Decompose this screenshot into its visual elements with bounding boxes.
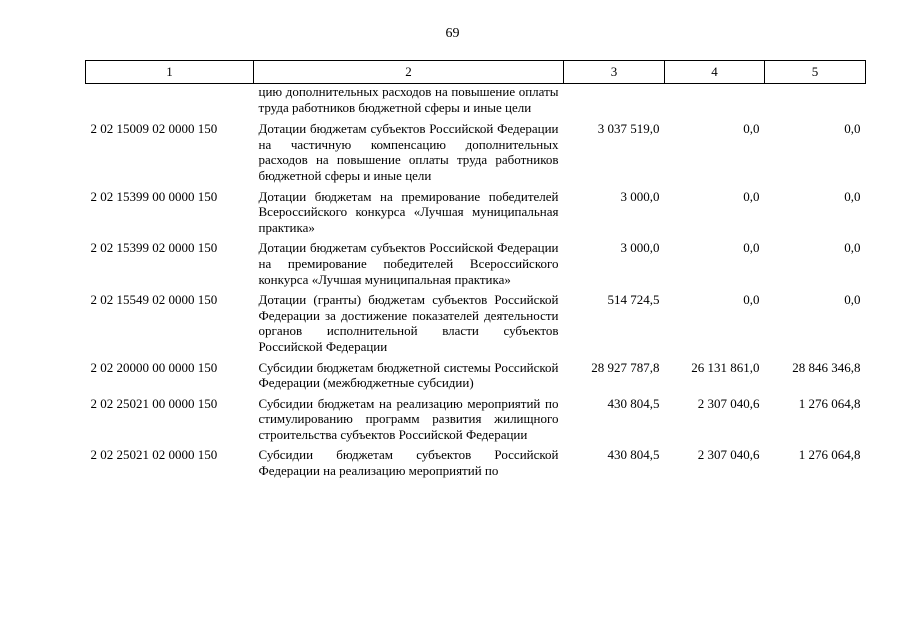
row-value-4: 2 307 040,6 — [697, 447, 760, 463]
row-value-5: 1 276 064,8 — [798, 447, 861, 463]
row-code: 2 02 15549 02 0000 150 — [90, 292, 218, 308]
row-value-3: 430 804,5 — [607, 395, 660, 411]
column-header-5: 5 — [765, 61, 866, 84]
row-code: 2 02 15009 02 0000 150 — [90, 121, 218, 137]
row-value-3: 3 000,0 — [620, 188, 660, 204]
table-row — [86, 447, 866, 483]
column-header-1: 1 — [86, 61, 254, 84]
row-value-5: 0,0 — [844, 292, 861, 308]
table-row — [86, 360, 866, 396]
row-value-3: 3 000,0 — [620, 240, 660, 256]
column-header-4: 4 — [665, 61, 765, 84]
row-code: 2 02 25021 02 0000 150 — [90, 447, 218, 463]
row-code: 2 02 15399 00 0000 150 — [90, 188, 218, 204]
table-body — [86, 84, 866, 484]
row-value-5 — [765, 84, 866, 122]
table-row — [86, 189, 866, 241]
header-row — [86, 61, 866, 84]
row-value-4: 0,0 — [743, 292, 760, 308]
row-value-4 — [665, 84, 765, 122]
column-header-2: 2 — [254, 61, 564, 84]
row-description: Дотации бюджетам на премирование победителей Всероссийского конкурса «Лучшая муниципальная практика» — [258, 188, 559, 235]
row-value-3: 430 804,5 — [607, 447, 660, 463]
row-value-5: 0,0 — [844, 240, 861, 256]
row-value-4: 0,0 — [743, 188, 760, 204]
row-code — [86, 84, 254, 122]
row-code: 2 02 25021 00 0000 150 — [90, 395, 218, 411]
row-value-3: 514 724,5 — [607, 292, 660, 308]
row-description: Дотации (гранты) бюджетам субъектов Российской Федерации за достижение показателей деятельности органов исполнительной власти субъектов Российской Федерации — [258, 292, 559, 354]
row-code: 2 02 20000 00 0000 150 — [90, 359, 218, 375]
page-number: 69 — [445, 26, 460, 41]
row-value-4: 2 307 040,6 — [697, 395, 760, 411]
row-description: Дотации бюджетам субъектов Российской Федерации на премирование победителей Всероссийского конкурса «Лучшая муниципальная практика» — [258, 240, 559, 287]
table-row — [86, 84, 866, 122]
row-value-5: 28 846 346,8 — [792, 359, 861, 375]
table-row — [86, 121, 866, 188]
row-code: 2 02 15399 02 0000 150 — [90, 240, 218, 256]
table-header — [86, 61, 866, 84]
table-row — [86, 240, 866, 292]
row-description: Субсидии бюджетам субъектов Российской Федерации на реализацию мероприятий по — [258, 447, 559, 479]
row-value-4: 0,0 — [743, 121, 760, 137]
row-description: Дотации бюджетам субъектов Российской Федерации на частичную компенсацию дополнительных расходов на повышение оплаты труда работников бюджетной сферы и иные цели — [258, 121, 559, 183]
row-value-4: 0,0 — [743, 240, 760, 256]
row-value-5: 1 276 064,8 — [798, 395, 861, 411]
row-value-5: 0,0 — [844, 188, 861, 204]
row-value-3: 28 927 787,8 — [591, 359, 660, 375]
row-description: цию дополнительных расходов на повышение оплаты труда работников бюджетной сферы и иные цели — [258, 84, 559, 115]
row-description: Субсидии бюджетам на реализацию мероприятий по стимулированию программ развития жилищного строительства субъектов Российской Федерации — [258, 395, 559, 442]
row-value-4: 26 131 861,0 — [691, 359, 760, 375]
row-value-3: 3 037 519,0 — [597, 121, 660, 137]
row-description: Субсидии бюджетам бюджетной системы Российской Федерации (межбюджетные субсидии) — [258, 359, 559, 391]
column-header-3: 3 — [564, 61, 665, 84]
table-row — [86, 396, 866, 448]
budget-table — [85, 60, 866, 484]
row-value-3 — [564, 84, 665, 122]
table-row — [86, 292, 866, 359]
row-value-5: 0,0 — [844, 121, 861, 137]
